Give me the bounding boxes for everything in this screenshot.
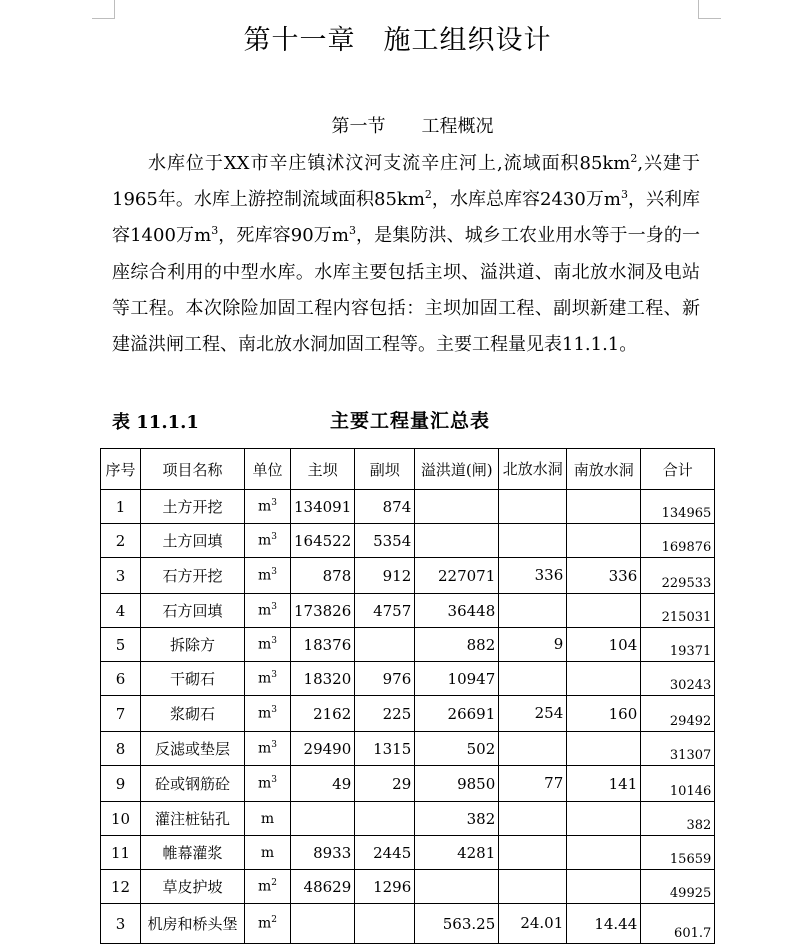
south-outlet-cell [567,662,641,696]
unit-superscript: 3 [271,567,277,578]
row-number-cell: 2 [101,524,141,558]
aux-dam-cell: 976 [355,662,415,696]
total-cell: 31307 [641,732,715,766]
main-dam-cell [291,802,355,836]
unit-cell [245,696,291,732]
aux-dam-cell: 225 [355,696,415,732]
unit-text: m [257,532,272,549]
unit-superscript: 2 [271,878,277,889]
table-caption-title: 主要工程量汇总表 [330,410,491,432]
header-cell: 溢洪道(闸) [415,449,499,490]
table-row [101,904,715,944]
aux-dam-cell [355,904,415,944]
aux-dam-cell: 912 [355,558,415,594]
unit-text: m [260,810,275,827]
unit-superscript: 3 [271,775,277,786]
main-dam-cell: 18320 [291,662,355,696]
overview-paragraph [112,146,700,363]
item-name-cell: 机房和桥头堡 [141,904,245,944]
unit-text: m [257,636,272,653]
unit-text: m [260,844,275,861]
table-row [101,490,715,524]
table-caption-number: 表 11.1.1 [112,412,199,433]
spillway-cell: 36448 [415,594,499,628]
aux-dam-cell: 2445 [355,836,415,870]
superscript: 3 [211,224,219,238]
spillway-cell: 4281 [415,836,499,870]
row-number-cell: 12 [101,870,141,904]
total-cell: 15659 [641,836,715,870]
table-row [101,766,715,802]
total-cell: 29492 [641,696,715,732]
south-outlet-cell: 160 [567,696,641,732]
total-cell: 169876 [641,524,715,558]
aux-dam-cell: 4757 [355,594,415,628]
table-row [101,628,715,662]
item-name-cell: 帷幕灌浆 [141,836,245,870]
total-cell: 49925 [641,870,715,904]
spillway-cell: 502 [415,732,499,766]
superscript: 2 [630,152,638,165]
unit-cell [245,870,291,904]
unit-cell [245,594,291,628]
spillway-cell: 882 [415,628,499,662]
north-outlet-cell [499,870,567,904]
superscript: 2 [424,188,432,202]
unit-text: m [257,567,272,584]
north-outlet-cell [499,490,567,524]
south-outlet-cell [567,524,641,558]
total-cell: 601.7 [641,904,715,944]
unit-cell [245,490,291,524]
main-dam-cell: 878 [291,558,355,594]
item-name-cell: 反滤或垫层 [141,732,245,766]
north-outlet-cell: 24.01 [499,904,567,944]
total-cell: 10146 [641,766,715,802]
paragraph-text: ，死库容90万m [218,225,349,247]
north-outlet-cell [499,802,567,836]
spillway-cell: 9850 [415,766,499,802]
total-cell: 19371 [641,628,715,662]
total-cell: 134965 [641,490,715,524]
north-outlet-cell: 9 [499,628,567,662]
unit-superscript: 3 [271,498,277,509]
table-row [101,696,715,732]
unit-superscript: 3 [271,740,277,751]
north-outlet-cell: 254 [499,696,567,732]
table-row [101,524,715,558]
unit-cell [245,662,291,696]
item-name-cell: 土方开挖 [141,490,245,524]
row-number-cell: 8 [101,732,141,766]
item-name-cell: 土方回填 [141,524,245,558]
item-name-cell: 浆砌石 [141,696,245,732]
paragraph-text: ，兴利库容1400万m [112,189,701,247]
main-dam-cell: 164522 [291,524,355,558]
paragraph-text: 水库位于XX市辛庄镇沭汶河支流辛庄河上,流域面积85km [148,153,631,174]
unit-cell [245,732,291,766]
spillway-cell: 382 [415,802,499,836]
paragraph-text: ,兴建于1965年。水库上游控制流域面积85km [112,153,700,211]
aux-dam-cell: 5354 [355,524,415,558]
superscript: 3 [620,188,628,202]
aux-dam-cell: 1296 [355,870,415,904]
main-dam-cell: 2162 [291,696,355,732]
chapter-title: 第十一章 施工组织设计 [243,25,552,56]
south-outlet-cell: 14.44 [567,904,641,944]
header-cell: 副坝 [355,449,415,490]
unit-cell [245,558,291,594]
paragraph-text: ，水库总库容2430万m [431,189,621,211]
table-row [101,594,715,628]
south-outlet-cell [567,490,641,524]
unit-superscript: 3 [271,636,277,647]
aux-dam-cell [355,802,415,836]
header-cell: 项目名称 [141,449,245,490]
row-number-cell: 4 [101,594,141,628]
table-row [101,732,715,766]
section-title: 第一节 工程概况 [331,116,494,137]
north-outlet-cell [499,662,567,696]
header-cell: 序号 [101,449,141,490]
north-outlet-cell [499,836,567,870]
main-dam-cell: 48629 [291,870,355,904]
south-outlet-cell: 104 [567,628,641,662]
unit-superscript: 3 [271,532,277,543]
quantity-summary-table [100,448,715,944]
row-number-cell: 11 [101,836,141,870]
unit-cell [245,766,291,802]
header-cell: 主坝 [291,449,355,490]
south-outlet-cell [567,594,641,628]
south-outlet-cell [567,836,641,870]
aux-dam-cell: 29 [355,766,415,802]
item-name-cell: 拆除方 [141,628,245,662]
table-header-row [101,449,715,490]
row-number-cell: 10 [101,802,141,836]
margin-corner-mark-left [92,0,115,19]
row-number-cell: 5 [101,628,141,662]
north-outlet-cell: 77 [499,766,567,802]
table-row [101,558,715,594]
north-outlet-cell [499,594,567,628]
main-dam-cell: 134091 [291,490,355,524]
spillway-cell [415,524,499,558]
unit-text: m [257,670,272,687]
spillway-cell: 227071 [415,558,499,594]
unit-superscript: 3 [271,670,277,681]
total-cell: 215031 [641,594,715,628]
unit-text: m [257,498,272,515]
unit-cell [245,524,291,558]
aux-dam-cell [355,628,415,662]
unit-text: m [257,915,272,932]
unit-text: m [257,602,272,619]
unit-text: m [257,705,272,722]
south-outlet-cell [567,870,641,904]
south-outlet-cell [567,732,641,766]
total-cell: 229533 [641,558,715,594]
unit-superscript: 2 [271,915,277,926]
header-cell: 单位 [245,449,291,490]
unit-cell [245,904,291,944]
unit-cell [245,628,291,662]
main-dam-cell: 18376 [291,628,355,662]
item-name-cell: 石方开挖 [141,558,245,594]
total-cell: 382 [641,802,715,836]
spillway-cell: 26691 [415,696,499,732]
margin-corner-mark-right [698,0,721,19]
row-number-cell: 3 [101,904,141,944]
paragraph-text: ，是集防洪、城乡工农业用水等于一身的一座综合利用的中型水库。水库主要包括主坝、溢洪道、南北放水洞及电站等工程。本次除险加固工程内容包括：主坝加固工程、副坝新建工程、新建溢洪闸工程、南北放水洞加固工程等。主要工程量见表11.1.1。 [112,225,700,356]
table-row [101,870,715,904]
main-dam-cell: 49 [291,766,355,802]
row-number-cell: 1 [101,490,141,524]
unit-text: m [257,775,272,792]
item-name-cell: 草皮护坡 [141,870,245,904]
table-row [101,836,715,870]
spillway-cell: 563.25 [415,904,499,944]
item-name-cell: 砼或钢筋砼 [141,766,245,802]
unit-cell [245,836,291,870]
item-name-cell: 石方回填 [141,594,245,628]
row-number-cell: 9 [101,766,141,802]
north-outlet-cell: 336 [499,558,567,594]
superscript: 3 [348,224,356,238]
unit-cell [245,802,291,836]
unit-superscript: 3 [271,602,277,613]
item-name-cell: 灌注桩钻孔 [141,802,245,836]
table-row [101,662,715,696]
spillway-cell [415,490,499,524]
item-name-cell: 干砌石 [141,662,245,696]
aux-dam-cell: 1315 [355,732,415,766]
main-dam-cell [291,904,355,944]
unit-text: m [257,878,272,895]
row-number-cell: 3 [101,558,141,594]
south-outlet-cell: 141 [567,766,641,802]
aux-dam-cell: 874 [355,490,415,524]
unit-text: m [257,740,272,757]
spillway-cell: 10947 [415,662,499,696]
table-row [101,802,715,836]
north-outlet-cell [499,732,567,766]
row-number-cell: 6 [101,662,141,696]
total-cell: 30243 [641,662,715,696]
main-dam-cell: 173826 [291,594,355,628]
south-outlet-cell: 336 [567,558,641,594]
unit-superscript: 3 [271,705,277,716]
header-cell: 南放水洞 [567,449,641,490]
south-outlet-cell [567,802,641,836]
main-dam-cell: 8933 [291,836,355,870]
north-outlet-cell [499,524,567,558]
main-dam-cell: 29490 [291,732,355,766]
spillway-cell [415,870,499,904]
header-cell: 北放水洞 [499,449,567,490]
row-number-cell: 7 [101,696,141,732]
header-cell: 合计 [641,449,715,490]
